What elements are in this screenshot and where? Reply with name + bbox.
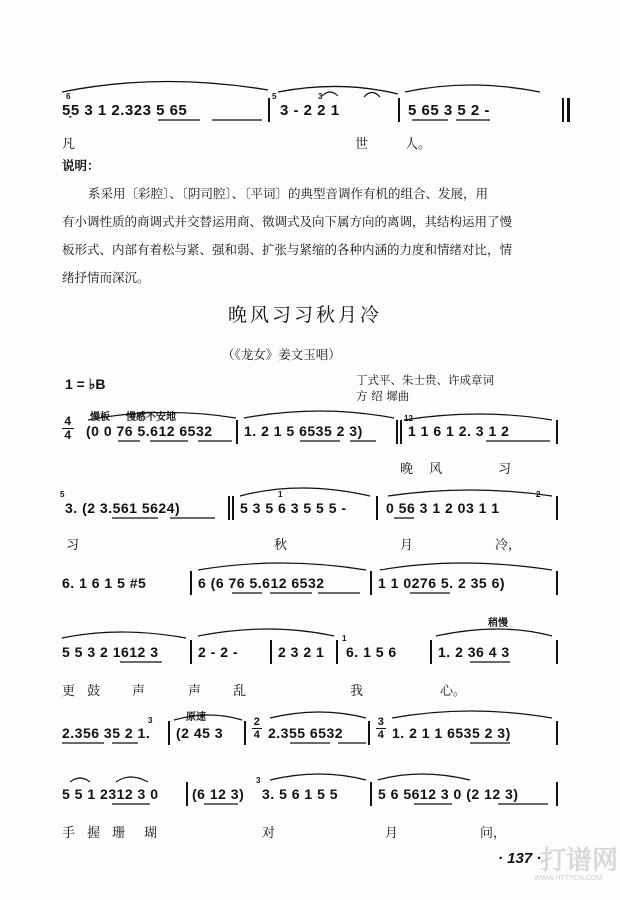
watermark-logo: 打谱网	[540, 846, 619, 876]
measure-notes: 2.355 6532	[268, 725, 344, 741]
grace-note: 3	[256, 776, 261, 785]
measure-notes: 5̣5 3 1 2.323 5 65	[62, 102, 188, 119]
grace-note: 1	[342, 634, 347, 643]
lyric: 冷，	[495, 538, 522, 553]
notes-line: 绪抒情而深沉。	[62, 270, 150, 285]
lyric: 人。	[405, 137, 432, 152]
measure-notes: (0 0 76 5.612 6532	[86, 423, 213, 439]
measure-notes: 6 (6 76 5.612 6532	[198, 575, 325, 591]
measure-notes: 2 3 2 1	[278, 644, 325, 660]
lyric: 手 握	[62, 826, 105, 841]
measure-notes: (6 12 3)	[192, 786, 245, 802]
measure-notes: 0 56 3 1 2 03 1 1	[386, 500, 500, 516]
grace-note: 5	[272, 92, 277, 101]
measure-notes: 3. (2 3.561 5624)	[65, 500, 181, 516]
lyric: 声 乱	[188, 684, 261, 699]
lyric: 晚 风	[400, 462, 449, 477]
measure-notes: 3. 5 6 1 5 5	[262, 786, 339, 802]
measure-notes: 5 65 3 5 2 -	[408, 102, 490, 119]
notes-line: 有小调性质的商调式并交替运用商、徵调式及向下属方向的离调，其结构运用了慢	[62, 214, 513, 229]
notes-line: 系采用〔彩腔〕、〔阴司腔〕、〔平词〕的典型音调作有机的组合、发展，用	[88, 186, 489, 201]
expression-marking: 慢慼不安地	[126, 412, 176, 423]
measure-notes: 2.356 35 2 1.	[62, 725, 151, 741]
watermark-url: WWW.HTTPCN.COM	[534, 875, 603, 882]
song-title: 晚风习习秋月冷	[228, 304, 383, 326]
grace-note: 3	[148, 716, 153, 725]
credits-composer: 方 绍 墀曲	[356, 389, 410, 403]
time-signature: 3 4	[377, 716, 385, 741]
credits-lyricists: 丁式平、朱士贵、许成章词	[356, 373, 494, 387]
grace-note: 12	[404, 414, 413, 423]
lyric: 珊	[112, 826, 126, 841]
time-signature: 2 4	[253, 716, 261, 741]
tempo-marking: 原速	[186, 712, 206, 723]
grace-note: 3	[318, 92, 323, 101]
measure-notes: 6. 1 5 6	[346, 644, 397, 660]
lyric: 月	[385, 826, 399, 841]
tempo-marking: 慢板	[90, 412, 110, 423]
grace-note: 6	[66, 92, 71, 101]
notes-heading: 说明：	[62, 158, 100, 173]
measure-notes: 5 3 5 6 3 5 5 5 -	[240, 500, 347, 516]
notes-line: 板形式、内部有着松与紧、强和弱、扩张与紧缩的各种内涵的力度和情绪对比，情	[62, 242, 513, 257]
measure-notes: 1. 2 1 1 6535 2 3)	[392, 725, 511, 741]
tempo-marking: 稍慢	[488, 618, 508, 629]
page-number: · 137 ·	[498, 850, 542, 867]
measure-notes: 1 1 0276 5. 2 35 6)	[378, 575, 506, 591]
measure-notes: 5 5 3 2 1612 3	[62, 644, 159, 660]
lyric: 习	[66, 538, 80, 553]
lyric: 问，	[480, 826, 507, 841]
lyric: 心。	[440, 684, 467, 699]
lyric: 习	[498, 462, 512, 477]
lyric: 凡	[62, 137, 76, 152]
lyric: 声	[132, 684, 146, 699]
grace-note: 2	[536, 490, 541, 499]
song-subtitle: （《龙女》姜文玉唱）	[222, 347, 341, 362]
key-signature: 1 = ♭B	[65, 376, 106, 392]
measure-notes: 1 1 6 1 2. 3 1 2	[408, 423, 510, 439]
measure-notes: (2 45 3	[176, 725, 224, 741]
lyric: 我	[350, 684, 364, 699]
lyric: 更 鼓	[62, 684, 105, 699]
measure-notes: 2 - 2 -	[198, 644, 239, 660]
time-signature: 4 4	[62, 415, 74, 442]
grace-note: 1	[278, 490, 283, 499]
measure-notes: 1. 2 1 5 6535 2 3)	[244, 423, 363, 439]
measure-notes: 5 6 5612 3 0 (2 12 3)	[378, 786, 519, 802]
lyric: 瑚	[144, 826, 158, 841]
grace-note: 5	[60, 490, 65, 499]
measure-notes: 5 5 1 2312 3 0	[62, 786, 159, 802]
lyric: 世	[355, 137, 369, 152]
lyric: 月	[400, 538, 414, 553]
measure-notes: 6. 1 6 1 5 #5	[62, 575, 147, 591]
lyric: 秋	[274, 538, 288, 553]
lyric: 对	[262, 826, 276, 841]
measure-notes: 3 - 2 2 1	[280, 102, 340, 119]
measure-notes: 1. 2 36 4 3	[438, 644, 510, 660]
